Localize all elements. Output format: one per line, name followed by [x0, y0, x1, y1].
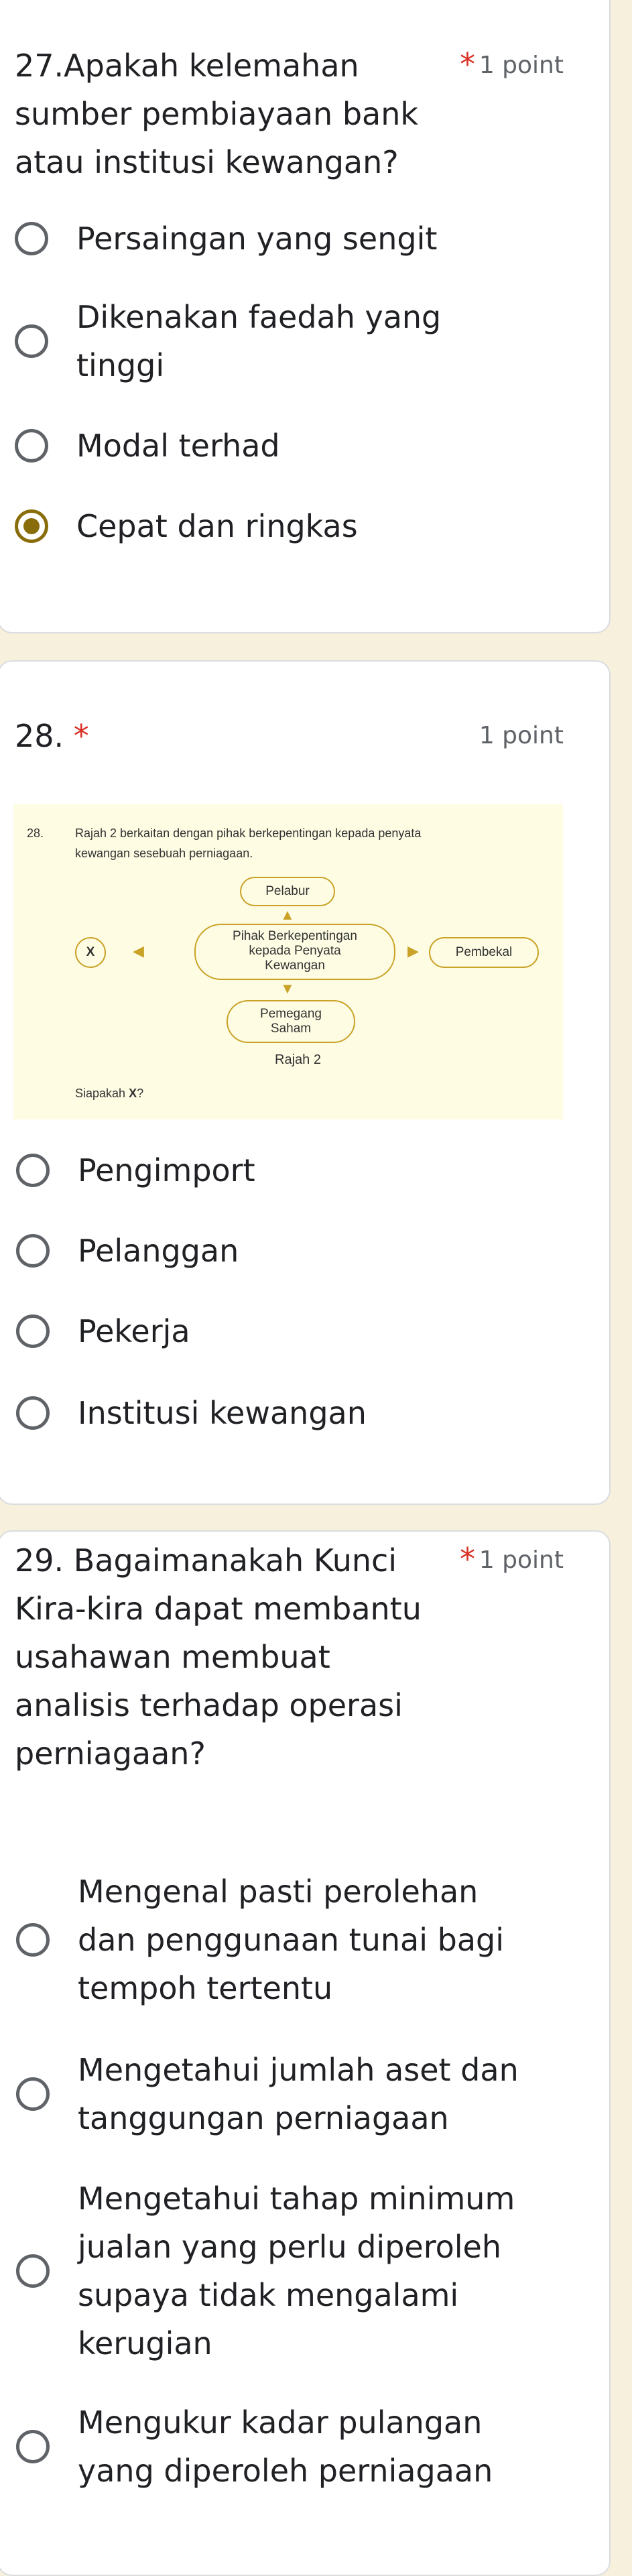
- option-label: Modal terhad: [76, 428, 280, 464]
- option-label-line: supaya tidak mengalami: [78, 2277, 459, 2313]
- node-center-line: Pihak Berkepentingan: [233, 929, 357, 943]
- option-label: [78, 2398, 547, 2495]
- figure-number: 28.: [27, 826, 44, 840]
- option-row[interactable]: [0, 214, 588, 263]
- option-row[interactable]: [0, 2398, 590, 2495]
- option-label-line: Mengukur kadar pulangan: [78, 2404, 483, 2441]
- option-label-line: Mengenal pasti perolehan: [78, 1874, 479, 1910]
- figure-label: Rajah 2: [275, 1052, 321, 1067]
- option-row[interactable]: [0, 1227, 590, 1275]
- radio-button[interactable]: [16, 1154, 50, 1187]
- node-center-line: kepada Penyata: [249, 944, 341, 958]
- radio-button[interactable]: [15, 222, 48, 255]
- option-label-line: Mengetahui jumlah aset dan: [78, 2052, 519, 2088]
- arrow-down-icon: ▼: [280, 980, 295, 997]
- question-title-line: atau institusi kewangan?: [15, 144, 399, 180]
- option-row[interactable]: [0, 1389, 590, 1437]
- question-title-line: 27.Apakah kelemahan: [15, 48, 359, 84]
- required-star: *: [73, 718, 89, 754]
- option-label-line: jualan yang perlu diperoleh: [78, 2229, 501, 2265]
- option-label: Pelanggan: [78, 1233, 239, 1269]
- option-label: Persaingan yang sengit: [76, 221, 438, 257]
- option-row[interactable]: [0, 1307, 590, 1355]
- question-title: [15, 42, 418, 186]
- option-label-line: tinggi: [76, 347, 165, 383]
- figure-caption: [75, 823, 544, 863]
- option-label-line: tempoh tertentu: [78, 1970, 333, 2006]
- option-label: [78, 2174, 547, 2368]
- question-card-27: [0, 0, 611, 633]
- question-title-line: perniagaan?: [15, 1735, 206, 1772]
- question-number: 28.: [15, 718, 64, 754]
- option-label: Institusi kewangan: [78, 1395, 367, 1431]
- question-title-line: usahawan membuat: [15, 1639, 330, 1675]
- option-row[interactable]: [0, 1867, 590, 2012]
- radio-button[interactable]: [16, 1923, 50, 1957]
- option-label-line: tanggungan perniagaan: [78, 2100, 449, 2136]
- option-label: Cepat dan ringkas: [76, 508, 358, 544]
- figure-caption-line: Rajah 2 berkaitan dengan pihak berkepentingan kepada penyata: [75, 826, 422, 840]
- figure-question: [75, 1083, 143, 1103]
- question-title-line: analisis terhadap operasi: [15, 1687, 403, 1723]
- points-label: 1 point: [479, 1546, 564, 1574]
- node-center-line: Kewangan: [265, 959, 325, 973]
- node-pembekal: Pembekal: [429, 937, 539, 968]
- required-star: *: [460, 1541, 475, 1577]
- radio-button[interactable]: [16, 1314, 50, 1348]
- option-label: [78, 1867, 547, 2012]
- node-bottom-line: Pemegang: [260, 1007, 322, 1021]
- radio-button[interactable]: [16, 1396, 50, 1430]
- option-label: Pekerja: [78, 1313, 190, 1349]
- option-row[interactable]: [0, 422, 588, 470]
- radio-button-checked[interactable]: [15, 509, 48, 543]
- question-title-line: Kira-kira dapat membantu: [15, 1591, 422, 1627]
- figure-question-suffix: ?: [137, 1087, 144, 1100]
- node-pelabur: Pelabur: [240, 877, 335, 906]
- option-label: [78, 2046, 547, 2142]
- option-label-line: yang diperoleh perniagaan: [78, 2453, 493, 2489]
- question-title: [15, 1536, 422, 1778]
- node-x: X: [75, 937, 106, 968]
- option-label-line: Mengetahui tahap minimum: [78, 2181, 515, 2217]
- figure-question-var: X: [129, 1087, 137, 1100]
- required-star: *: [460, 46, 475, 82]
- points-label: 1 point: [479, 52, 564, 79]
- arrow-right-icon: ▶: [407, 942, 419, 959]
- question-title: [15, 712, 89, 760]
- points-label: 1 point: [479, 722, 564, 749]
- node-pemegang-saham: [227, 1000, 355, 1043]
- radio-button[interactable]: [15, 429, 48, 463]
- option-row-selected[interactable]: [0, 502, 588, 550]
- radio-button[interactable]: [16, 2077, 50, 2111]
- option-label: [76, 293, 546, 389]
- arrow-up-icon: ▲: [280, 906, 295, 923]
- figure-caption-line: kewangan sesebuah perniagaan.: [75, 847, 253, 860]
- arrow-left-icon: ◀: [133, 942, 144, 959]
- radio-button[interactable]: [15, 324, 48, 358]
- question-title-line: 29. Bagaimanakah Kunci: [15, 1542, 397, 1579]
- option-label-line: Dikenakan faedah yang: [76, 299, 442, 335]
- question-title-line: sumber pembiayaan bank: [15, 96, 418, 132]
- radio-button[interactable]: [16, 2430, 50, 2463]
- figure-question-prefix: Siapakah: [75, 1087, 126, 1100]
- option-row[interactable]: [0, 293, 588, 389]
- radio-button[interactable]: [16, 2254, 50, 2288]
- option-label-line: dan penggunaan tunai bagi: [78, 1922, 504, 1958]
- radio-button[interactable]: [16, 1234, 50, 1268]
- option-row[interactable]: [0, 2174, 590, 2368]
- option-label-line: kerugian: [78, 2325, 212, 2362]
- node-bottom-line: Saham: [270, 1022, 312, 1036]
- option-label: Pengimport: [78, 1152, 255, 1188]
- option-row[interactable]: [0, 1146, 590, 1194]
- question-image: [13, 804, 563, 1119]
- option-row[interactable]: [0, 2046, 590, 2142]
- node-center: [194, 924, 395, 980]
